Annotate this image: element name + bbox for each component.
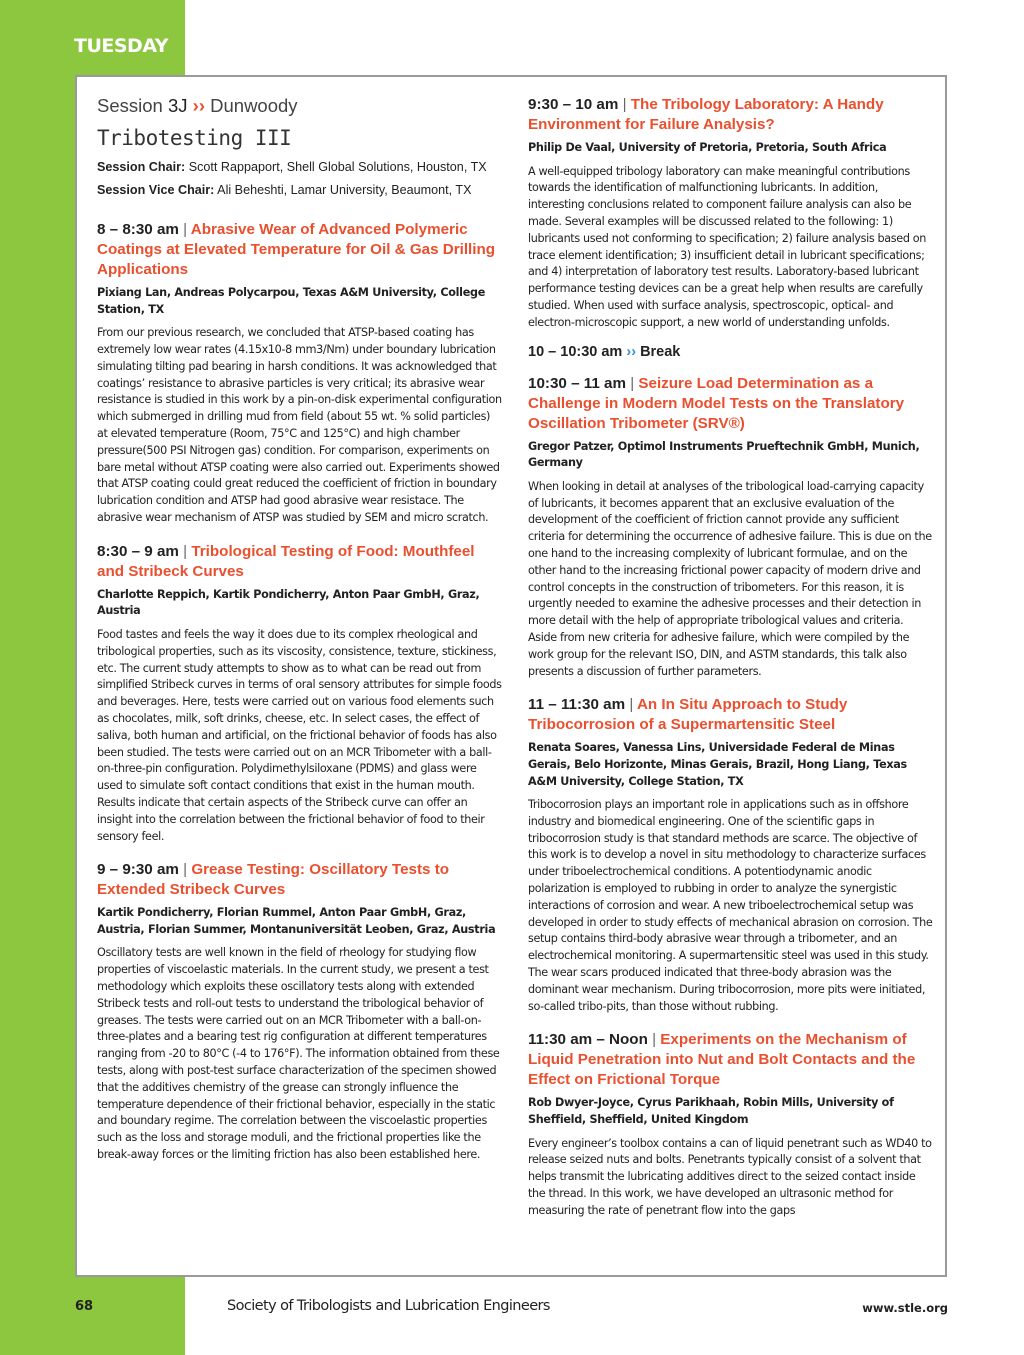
talk-entry bbox=[528, 374, 933, 681]
talk-separator: | bbox=[183, 221, 188, 238]
talk-entry bbox=[97, 220, 502, 527]
break-label: Break bbox=[640, 343, 681, 360]
talk-heading bbox=[97, 860, 502, 900]
talk-abstract: Oscillatory tests are well known in the field of rheology for studying flow properties of viscoelastic materials. In the current study, we present a test methodology which exploits these oscillatory tests along with extended Stribeck tests and roll-out tests to understand the tribological behavior of greases. The tests were carried out on an MCR Tribometer with a ball-on-three-plates and a bearing test rig configuration at different temperatures ranging from -20 to 80°C (-4 to 176°F). The information obtained from these tests, along with post-test surface characterization of the specimen showed that the additives chemistry of the grease can strongly influence the temperature dependence of their frictional behavior, especially in the static and boundary regime. The correlation between the viscoelastic properties such as the loss and storage moduli, and the frictional properties like the break-away forces or the limiting friction has also been established here. bbox=[97, 946, 500, 1162]
session-vice-chair-value: Ali Beheshti, Lamar University, Beaumont, TX bbox=[217, 182, 472, 197]
talk-separator: | bbox=[622, 96, 627, 113]
talk-entry bbox=[528, 95, 933, 332]
talk-time: 8:30 – 9 am bbox=[97, 542, 179, 560]
talk-authors: Gregor Patzer, Optimol Instruments Prueftechnik GmbH, Munich, Germany bbox=[528, 439, 920, 470]
session-room: Dunwoody bbox=[210, 95, 298, 116]
talk-separator: | bbox=[630, 374, 635, 392]
session-line bbox=[97, 95, 502, 117]
talk-time: 11:30 am – Noon bbox=[528, 1031, 648, 1049]
talk-time: 10:30 – 11 am bbox=[528, 374, 626, 392]
talk-title: Grease Testing: Oscillatory Tests to Extended Stribeck Curves bbox=[97, 861, 450, 899]
session-chair bbox=[97, 160, 502, 176]
talk-separator: | bbox=[629, 696, 634, 714]
talk-authors: Charlotte Reppich, Kartik Pondicherry, Anton Paar GmbH, Graz, Austria bbox=[97, 587, 480, 618]
talk-authors: Philip De Vaal, University of Pretoria, Pretoria, South Africa bbox=[528, 141, 887, 154]
left-column bbox=[97, 77, 502, 1164]
talk-entry bbox=[97, 860, 502, 1164]
talk-time: 9 – 9:30 am bbox=[97, 861, 179, 879]
talk-authors: Renata Soares, Vanessa Lins, Universidade Federal de Minas Gerais, Belo Horizonte, Minas Gerais, Brazil, Hong Liang, Texas A&M University, College Station, TX bbox=[528, 741, 907, 788]
talk-entry bbox=[528, 695, 933, 1015]
footer-url[interactable]: www.stle.org bbox=[862, 1301, 948, 1315]
talk-title: Seizure Load Determination as a Challenge in Modern Model Tests on the Translatory Oscillation Tribometer (SRV®) bbox=[528, 374, 905, 432]
talk-time: 11 – 11:30 am bbox=[528, 696, 626, 714]
day-label: TUESDAY bbox=[74, 35, 168, 57]
talk-time: 8 – 8:30 am bbox=[97, 221, 179, 238]
session-label: Session bbox=[97, 95, 163, 116]
talk-abstract: Food tastes and feels the way it does due to its complex rheological and tribological properties, such as its viscosity, consistence, texture, stickiness, etc. The current study attempts to show as to what can be read out from simplified Stribeck curves in terms of oral sensory attributes for simple foods and beverages. Here, tests were carried out on various food elements such as chocolates, milk, soft drinks, cheese, etc. In select cases, the effect of saliva, both human and artificial, on the frictional behavior of foods has also been studied. The tests were carried out on an MCR Tribometer with a ball-on-three-pin configuration. Polydimethylsiloxane (PDMS) and glass were used to simulate soft contact conditions that exist in the human mouth. Results indicate that certain aspects of the Stribeck curve can offer an insight into the correlation between the frictional behavior of food to their sensory feel. bbox=[97, 627, 502, 843]
talk-entry bbox=[528, 1030, 933, 1219]
talk-authors: Kartik Pondicherry, Florian Rummel, Anton Paar GmbH, Graz, Austria, Florian Summer, Montanuniversität Leoben, Graz, Austria bbox=[97, 906, 496, 936]
talk-entry bbox=[97, 542, 502, 846]
talk-title: The Tribology Laboratory: A Handy Environment for Failure Analysis? bbox=[528, 96, 884, 133]
talk-separator: | bbox=[652, 1031, 657, 1049]
break-time: 10 – 10:30 am bbox=[528, 343, 623, 360]
session-vice-chair-label: Session Vice Chair: bbox=[97, 182, 215, 197]
right-column bbox=[528, 77, 933, 1220]
session-chair-value: Scott Rappaport, Shell Global Solutions, Houston, TX bbox=[188, 160, 487, 174]
talk-heading bbox=[97, 220, 502, 280]
right-talk-list-bottom bbox=[528, 374, 933, 1220]
talk-heading bbox=[97, 542, 502, 582]
left-talk-list bbox=[97, 220, 502, 1164]
right-talk-list-top bbox=[528, 95, 933, 332]
talk-abstract: From our previous research, we concluded that ATSP-based coating has extremely low wear rates (4.15x10-8 mm3/Nm) under boundary lubrication simulating tilting pad bearing in harsh conditions. It was acknowledged that coatings’ resistance to abrasive particles is very critical; its abrasive wear resistance is studied in this work by a pin-on-disk experimental configuration which submerged in drilling mud from field (about 55 wt. % solid particles) at elevated temperature (Room, 75°C and 125°C) and high chamber pressure(500 PSI Nitrogen gas) condition. For comparison, experiments on bare metal without ATSP coating were also carried out. Experiments showed that ATSP coating could great reduced the coefficient of friction in boundary lubrication condition and ATSP had good abrasive wear resistace. The abrasive wear mechanism of ATSP was studied by SEM and micro scratch. bbox=[97, 326, 502, 524]
session-chair-label: Session Chair: bbox=[97, 160, 186, 174]
talk-separator: | bbox=[183, 542, 188, 560]
talk-heading bbox=[528, 374, 933, 434]
talk-abstract: A well-equipped tribology laboratory can make meaningful contributions towards the identification of malfunctioning lubricants. In addition, interesting conclusions related to component failure analysis can also be made. Several examples will be discussed related to the following: 1) lubricants used not conforming to specification; 2) failure analysis based on trace element identification; 3) insufficient detail in lubricant specifications; and 4) interpretation of laboratory test results. Laboratory-based lubricant performance testing devices can be a great help when results are carefully studied. When used with surface analysis, spectroscopic, optical- and electron-microscopic support, a new world of understanding unfolds. bbox=[528, 164, 927, 329]
content-frame bbox=[75, 75, 947, 1277]
session-title: Tribotesting III bbox=[97, 126, 292, 150]
chevron-right-icon: ›› bbox=[192, 95, 205, 116]
footer-organization: Society of Tribologists and Lubrication Engineers bbox=[227, 1298, 550, 1314]
talk-time: 9:30 – 10 am bbox=[528, 96, 619, 113]
page-number: 68 bbox=[75, 1299, 94, 1314]
chevron-right-icon: ›› bbox=[626, 343, 637, 360]
talk-heading bbox=[528, 95, 933, 135]
talk-authors: Pixiang Lan, Andreas Polycarpou, Texas A&M University, College Station, TX bbox=[97, 286, 485, 316]
talk-heading bbox=[528, 695, 933, 735]
talk-separator: | bbox=[183, 861, 188, 879]
talk-authors: Rob Dwyer-Joyce, Cyrus Parikhaah, Robin Mills, University of Sheffield, Sheffield, United Kingdom bbox=[528, 1096, 894, 1127]
talk-title: Tribological Testing of Food: Mouthfeel and Stribeck Curves bbox=[97, 542, 475, 580]
talk-title: Abrasive Wear of Advanced Polymeric Coatings at Elevated Temperature for Oil & Gas Drilling Applications bbox=[97, 221, 496, 278]
talk-title: An In Situ Approach to Study Tribocorrosion of a Supermartensitic Steel bbox=[528, 696, 848, 734]
session-code: 3J bbox=[167, 95, 188, 116]
break-line bbox=[528, 344, 933, 360]
session-vice-chair bbox=[97, 183, 502, 199]
talk-title: Experiments on the Mechanism of Liquid Penetration into Nut and Bolt Contacts and the Effect on Frictional Torque bbox=[528, 1031, 916, 1089]
talk-heading bbox=[528, 1030, 933, 1090]
talk-abstract: Every engineer’s toolbox contains a can of liquid penetrant such as WD40 to release seized nuts and bolts. Penetrants typically consist of a solvent that helps transmit the lubricating additives direct to the seized contact inside the thread. In this work, we have developed an ultrasonic method for measuring the rate of penetrant flow into the gaps bbox=[528, 1136, 932, 1217]
talk-abstract: When looking in detail at analyses of the tribological load-carrying capacity of lubricants, it becomes apparent that an exclusive evaluation of the development of the coefficient of friction cannot provide any sufficient criteria for determining the occurrence of adhesive failure. This is due on the one hand to the increasing complexity of lubricant formulae, and on the other hand to the increasing frictional power capacity of modern drive and control concepts in the construction of tribometers. For this reason, it is urgently needed to examine the adhesive processes and their detection in more detail with the help of appropriate tribological values and criteria. Aside from new criteria for adhesive failure, which were compiled by the work group for the relevant ISO, DIN, and ASTM standards, this talk also presents a discussion of further parameters. bbox=[528, 479, 932, 678]
talk-abstract: Tribocorrosion plays an important role in applications such as in offshore industry and biomedical engineering. One of the scientific gaps in tribocorrosion study is that standard methods are scarce. The objective of this work is to develop a novel in situ methodology to characterize surfaces under triboelectrochemical conditions. A potentiodynamic anodic polarization is employed to rubbing in order to analyze the synergistic interactions of corrosion and wear. A new triboelectrochemical setup was developed in order to study effects of mechanical abrasion on corrosion. The setup contains third-body abrasive wear through a tribometer, and an electrochemical monitoring. A supermartensitic steel was used in this study. The wear scars produced indicated that three-body abrasion was the dominant wear mechanism. During tribocorrosion, more pits were initiated, so-called tribo-pits, than those without rubbing. bbox=[528, 798, 933, 1013]
